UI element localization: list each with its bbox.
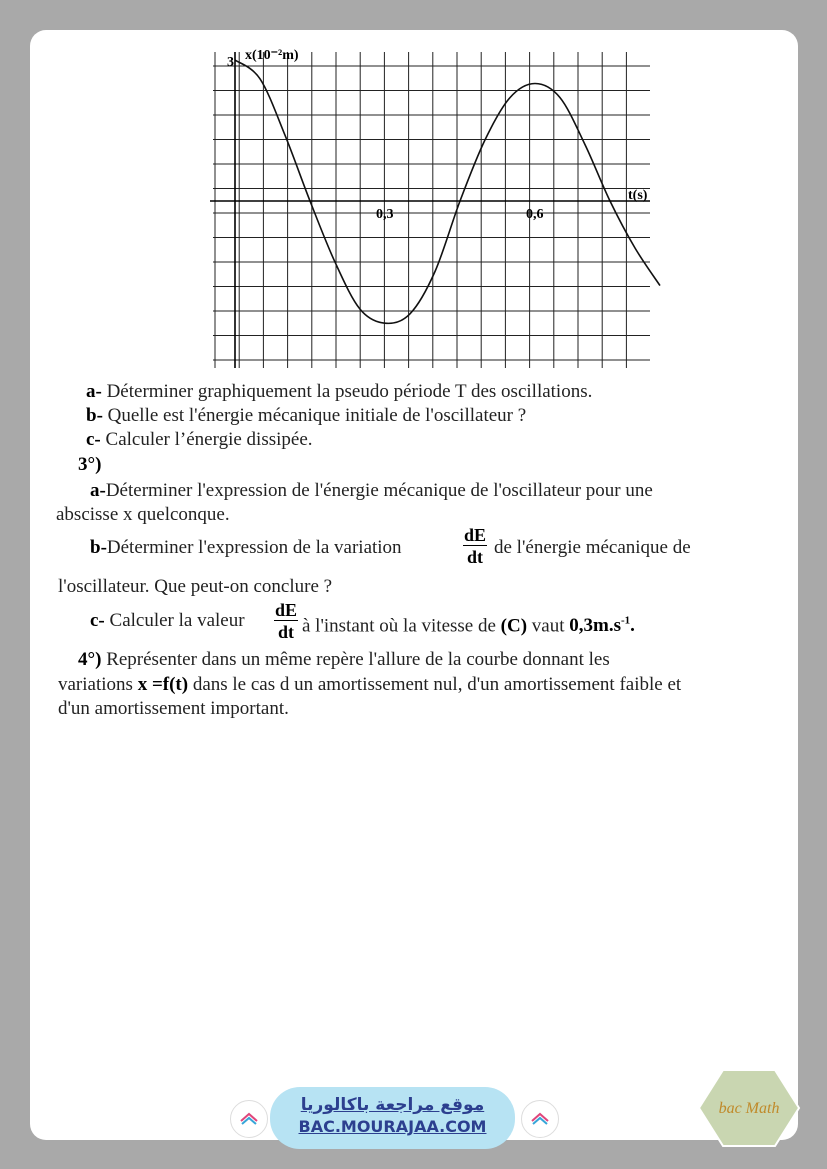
question-4-line3	[58, 698, 289, 720]
question-3a	[90, 480, 653, 502]
punctuation: .	[630, 615, 635, 637]
inline-bold: x =f(t)	[137, 674, 189, 695]
velocity-number: 0,3m.s	[569, 615, 621, 637]
question-text: de l'énergie mécanique de	[494, 537, 691, 558]
question-2b	[86, 405, 526, 427]
fraction-dE-dt	[463, 525, 487, 568]
question-3b-line2	[58, 576, 332, 598]
site-name-arabic[interactable]: موقع مراجعة باكالوريا	[300, 1095, 485, 1115]
question-text: dans le cas d un amortissement nul, d'un amortissement faible et	[192, 674, 682, 695]
question-4	[78, 649, 610, 671]
badge-label: bac Math	[718, 1100, 780, 1117]
question-3-heading	[78, 454, 101, 476]
question-label: a-	[86, 381, 102, 402]
question-text: d'un amortissement important.	[58, 698, 289, 719]
site-banner[interactable]	[270, 1087, 515, 1149]
y-axis-label: x(10⁻²m)	[245, 48, 299, 63]
fraction-denominator: dt	[467, 547, 484, 567]
series-line-x-t	[235, 60, 660, 323]
question-text: à l'instant où la vitesse de	[302, 615, 496, 637]
question-text: Déterminer graphiquement la pseudo période T des oscillations.	[106, 381, 593, 402]
fraction-dE-dt	[274, 600, 298, 643]
question-3c	[90, 610, 245, 632]
site-url-link[interactable]: BAC.MOURAJAA.COM	[298, 1117, 487, 1136]
fraction-numerator: dE	[275, 600, 298, 620]
question-label: 4°)	[78, 649, 102, 670]
question-text: Représenter dans un même repère l'allure de la courbe donnant les	[106, 649, 610, 670]
inline-bold: (C)	[500, 615, 528, 637]
question-label: 3°)	[78, 454, 102, 475]
site-logo-icon	[521, 1100, 559, 1138]
question-label: c-	[86, 429, 101, 450]
question-2c	[86, 429, 313, 451]
y-tick-label: 3	[227, 55, 234, 70]
question-text: vaut	[531, 615, 565, 637]
question-3b-continued	[494, 537, 691, 559]
x-axis-label: t(s)	[628, 188, 648, 203]
question-label: b-	[86, 405, 103, 426]
question-4-line2	[58, 674, 681, 696]
velocity-exponent: -1	[621, 615, 631, 627]
question-text: Déterminer l'expression de la variation	[106, 537, 402, 558]
site-logo-icon	[230, 1100, 268, 1138]
document-page	[30, 30, 798, 1140]
question-text: Quelle est l'énergie mécanique initiale de l'oscillateur ?	[107, 405, 527, 426]
question-text: variations	[58, 674, 133, 695]
question-label: c-	[90, 610, 105, 631]
velocity-value	[569, 615, 635, 636]
x-tick-label: 0,6	[526, 207, 544, 222]
fraction-denominator: dt	[278, 622, 295, 642]
fraction-numerator: dE	[464, 525, 487, 545]
x-tick-label: 0,3	[376, 207, 394, 222]
question-label: b-	[90, 537, 107, 558]
question-text: Calculer l’énergie dissipée.	[105, 429, 313, 450]
question-2a	[86, 381, 592, 403]
question-text: l'oscillateur. Que peut-on conclure ?	[58, 576, 333, 597]
question-3c-continued	[302, 610, 635, 637]
question-3b	[90, 537, 402, 559]
question-text: abscisse x quelconque.	[56, 504, 230, 525]
question-3a-continued	[56, 504, 230, 526]
question-label: a-	[90, 480, 106, 501]
bac-math-badge	[697, 1068, 801, 1148]
question-text: Déterminer l'expression de l'énergie mécanique de l'oscillateur pour une	[105, 480, 653, 501]
question-text: Calculer la valeur	[109, 610, 245, 631]
oscillation-graph	[30, 30, 798, 370]
